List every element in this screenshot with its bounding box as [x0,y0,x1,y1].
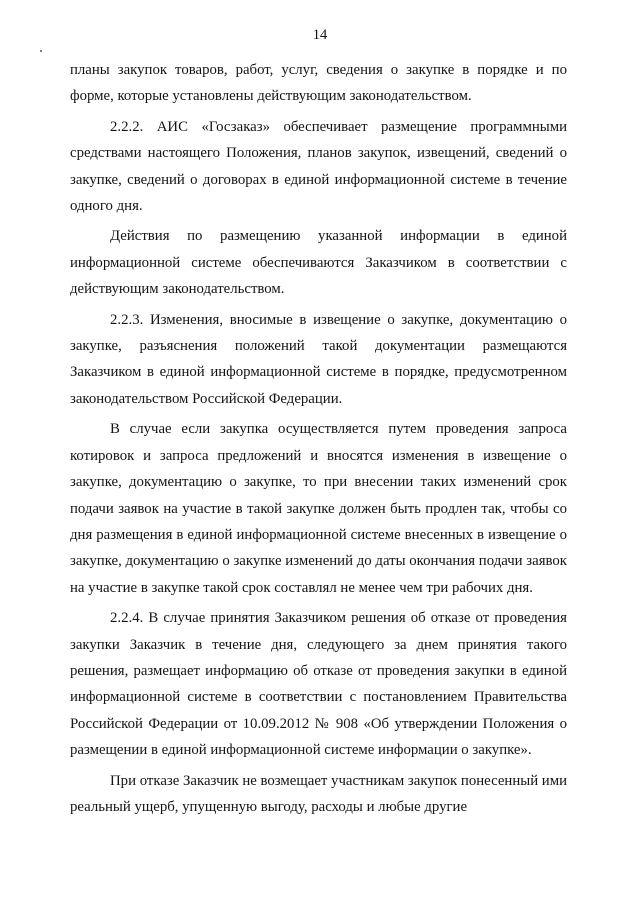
paragraph-2-2-3: 2.2.3. Изменения, вносимые в извещение о закупке, документацию о закупке, разъяснения положений такой документации размещаются Заказчиком в единой информационной системе в порядке, предусмотренном законодательством Российской Федерации. [70,311,567,407]
paragraph-continuation: планы закупок товаров, работ, услуг, сведения о закупке в порядке и по форме, которые установлены действующим законодательством. [70,62,567,105]
paragraph-deadline-extension: В случае если закупка осуществляется путем проведения запроса котировок и запроса предложений и вносятся изменения в извещение о закупке, документацию о закупке, то при внесении таких изменений срок подачи заявок на участие в такой закупке должен быть продлен так, чтобы со дня размещения в единой информационной системе внесенных в извещение о закупке, документацию о закупке изменений до даты окончания подачи заявок на участие в закупке такой срок составлял не менее чем три рабочих дня. [70,421,567,596]
paragraph-2-2-4: 2.2.4. В случае принятия Заказчиком решения об отказе от проведения закупки Заказчик в течение дня, следующего за днем принятия такого решения, размещает информацию об отказе от проведения закупки в единой информационной системе в соответствии с постановлением Правительства Российской Федерации от 10.09.2012 № 908 «Об утверждении Положения о размещении в единой информационной системе информации о закупке». [70,610,567,759]
document-body [70,57,567,824]
scan-speck [40,50,42,52]
paragraph-placement-actions: Действия по размещению указанной информации в единой информационной системе обеспечиваются Заказчиком в соответствии с действующим законодательством. [70,228,567,298]
paragraph-refusal-no-compensation: При отказе Заказчик не возмещает участникам закупок понесенный ими реальный ущерб, упущенную выгоду, расходы и любые другие [70,772,568,815]
paragraph-2-2-2: 2.2.2. АИС «Госзаказ» обеспечивает размещение программными средствами настоящего Положения, планов закупок, извещений, сведений о закупке, сведений о договорах в единой информационной системе в течение одного дня. [70,118,567,215]
page-number: 14 [312,27,328,43]
